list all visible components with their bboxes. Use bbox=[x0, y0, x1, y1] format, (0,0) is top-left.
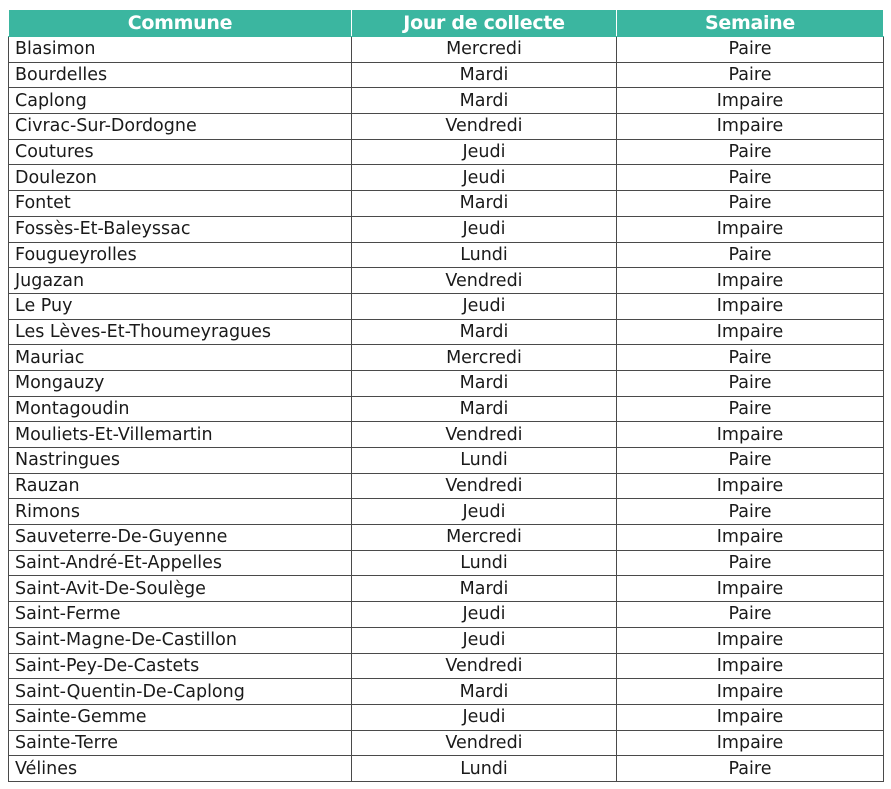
week-parity-cell: Impaire bbox=[617, 216, 884, 242]
collection-day-cell: Mardi bbox=[352, 62, 617, 88]
collection-day-cell: Mardi bbox=[352, 396, 617, 422]
collection-day-cell: Mercredi bbox=[352, 345, 617, 371]
commune-cell: Saint-André-Et-Appelles bbox=[9, 550, 352, 576]
commune-cell: Saint-Pey-De-Castets bbox=[9, 653, 352, 679]
commune-cell: Vélines bbox=[9, 756, 352, 782]
collection-day-cell: Jeudi bbox=[352, 293, 617, 319]
collection-day-cell: Lundi bbox=[352, 448, 617, 474]
commune-cell: Les Lèves-Et-Thoumeyragues bbox=[9, 319, 352, 345]
week-parity-cell: Paire bbox=[617, 62, 884, 88]
commune-cell: Fougueyrolles bbox=[9, 242, 352, 268]
collection-day-cell: Lundi bbox=[352, 242, 617, 268]
week-parity-cell: Paire bbox=[617, 448, 884, 474]
commune-cell: Blasimon bbox=[9, 37, 352, 63]
collection-day-cell: Mardi bbox=[352, 679, 617, 705]
week-parity-cell: Impaire bbox=[617, 704, 884, 730]
collection-day-cell: Mardi bbox=[352, 576, 617, 602]
week-parity-cell: Paire bbox=[617, 602, 884, 628]
table-row bbox=[9, 345, 884, 371]
collection-day-cell: Jeudi bbox=[352, 499, 617, 525]
commune-cell: Saint-Ferme bbox=[9, 602, 352, 628]
table-row bbox=[9, 756, 884, 782]
commune-cell: Montagoudin bbox=[9, 396, 352, 422]
table-row bbox=[9, 216, 884, 242]
week-parity-cell: Impaire bbox=[617, 576, 884, 602]
week-parity-cell: Impaire bbox=[617, 627, 884, 653]
table-row bbox=[9, 370, 884, 396]
table-row bbox=[9, 191, 884, 217]
collection-day-cell: Vendredi bbox=[352, 422, 617, 448]
table-row bbox=[9, 448, 884, 474]
table-row bbox=[9, 653, 884, 679]
commune-cell: Mouliets-Et-Villemartin bbox=[9, 422, 352, 448]
commune-cell: Saint-Avit-De-Soulège bbox=[9, 576, 352, 602]
week-parity-cell: Paire bbox=[617, 345, 884, 371]
table-row bbox=[9, 473, 884, 499]
week-parity-cell: Impaire bbox=[617, 422, 884, 448]
week-parity-cell: Impaire bbox=[617, 114, 884, 140]
week-parity-cell: Paire bbox=[617, 396, 884, 422]
collection-schedule-table bbox=[8, 9, 884, 782]
collection-day-cell: Mardi bbox=[352, 191, 617, 217]
week-parity-cell: Paire bbox=[617, 370, 884, 396]
collection-day-cell: Vendredi bbox=[352, 653, 617, 679]
commune-cell: Mauriac bbox=[9, 345, 352, 371]
table-row bbox=[9, 602, 884, 628]
week-parity-cell: Impaire bbox=[617, 268, 884, 294]
collection-day-cell: Vendredi bbox=[352, 730, 617, 756]
header-commune: Commune bbox=[9, 10, 352, 37]
commune-cell: Fossès-Et-Baleyssac bbox=[9, 216, 352, 242]
table-row bbox=[9, 319, 884, 345]
week-parity-cell: Paire bbox=[617, 165, 884, 191]
commune-cell: Saint-Quentin-De-Caplong bbox=[9, 679, 352, 705]
collection-day-cell: Jeudi bbox=[352, 602, 617, 628]
table-row bbox=[9, 525, 884, 551]
collection-day-cell: Vendredi bbox=[352, 114, 617, 140]
table-row bbox=[9, 268, 884, 294]
week-parity-cell: Impaire bbox=[617, 730, 884, 756]
collection-day-cell: Vendredi bbox=[352, 473, 617, 499]
commune-cell: Rauzan bbox=[9, 473, 352, 499]
collection-day-cell: Jeudi bbox=[352, 165, 617, 191]
table-row bbox=[9, 550, 884, 576]
commune-cell: Caplong bbox=[9, 88, 352, 114]
commune-cell: Le Puy bbox=[9, 293, 352, 319]
week-parity-cell: Paire bbox=[617, 37, 884, 63]
header-semaine: Semaine bbox=[617, 10, 884, 37]
table-row bbox=[9, 165, 884, 191]
header-jour-de-collecte: Jour de collecte bbox=[352, 10, 617, 37]
collection-day-cell: Lundi bbox=[352, 550, 617, 576]
table-row bbox=[9, 62, 884, 88]
week-parity-cell: Paire bbox=[617, 499, 884, 525]
week-parity-cell: Impaire bbox=[617, 473, 884, 499]
collection-day-cell: Jeudi bbox=[352, 216, 617, 242]
commune-cell: Sauveterre-De-Guyenne bbox=[9, 525, 352, 551]
table-row bbox=[9, 422, 884, 448]
commune-cell: Nastringues bbox=[9, 448, 352, 474]
collection-day-cell: Jeudi bbox=[352, 627, 617, 653]
table-row bbox=[9, 576, 884, 602]
commune-cell: Mongauzy bbox=[9, 370, 352, 396]
collection-day-cell: Jeudi bbox=[352, 139, 617, 165]
commune-cell: Civrac-Sur-Dordogne bbox=[9, 114, 352, 140]
week-parity-cell: Paire bbox=[617, 756, 884, 782]
table-row bbox=[9, 679, 884, 705]
table-header bbox=[9, 10, 884, 37]
commune-cell: Fontet bbox=[9, 191, 352, 217]
week-parity-cell: Impaire bbox=[617, 653, 884, 679]
commune-cell: Sainte-Gemme bbox=[9, 704, 352, 730]
table-row bbox=[9, 37, 884, 63]
commune-cell: Doulezon bbox=[9, 165, 352, 191]
collection-day-cell: Mardi bbox=[352, 319, 617, 345]
table-row bbox=[9, 499, 884, 525]
commune-cell: Saint-Magne-De-Castillon bbox=[9, 627, 352, 653]
collection-day-cell: Mercredi bbox=[352, 37, 617, 63]
week-parity-cell: Impaire bbox=[617, 679, 884, 705]
collection-day-cell: Mardi bbox=[352, 370, 617, 396]
table-row bbox=[9, 704, 884, 730]
collection-day-cell: Mardi bbox=[352, 88, 617, 114]
collection-day-cell: Vendredi bbox=[352, 268, 617, 294]
collection-day-cell: Jeudi bbox=[352, 704, 617, 730]
commune-cell: Jugazan bbox=[9, 268, 352, 294]
table-row bbox=[9, 88, 884, 114]
week-parity-cell: Paire bbox=[617, 550, 884, 576]
week-parity-cell: Impaire bbox=[617, 525, 884, 551]
table-row bbox=[9, 293, 884, 319]
commune-cell: Sainte-Terre bbox=[9, 730, 352, 756]
commune-cell: Coutures bbox=[9, 139, 352, 165]
collection-day-cell: Mercredi bbox=[352, 525, 617, 551]
header-row bbox=[9, 10, 884, 37]
week-parity-cell: Impaire bbox=[617, 319, 884, 345]
table-row bbox=[9, 730, 884, 756]
table-row bbox=[9, 139, 884, 165]
commune-cell: Rimons bbox=[9, 499, 352, 525]
commune-cell: Bourdelles bbox=[9, 62, 352, 88]
week-parity-cell: Paire bbox=[617, 242, 884, 268]
table-row bbox=[9, 396, 884, 422]
week-parity-cell: Impaire bbox=[617, 88, 884, 114]
collection-day-cell: Lundi bbox=[352, 756, 617, 782]
table-row bbox=[9, 242, 884, 268]
week-parity-cell: Impaire bbox=[617, 293, 884, 319]
table-row bbox=[9, 114, 884, 140]
table-row bbox=[9, 627, 884, 653]
week-parity-cell: Paire bbox=[617, 191, 884, 217]
table-body bbox=[9, 37, 884, 782]
week-parity-cell: Paire bbox=[617, 139, 884, 165]
